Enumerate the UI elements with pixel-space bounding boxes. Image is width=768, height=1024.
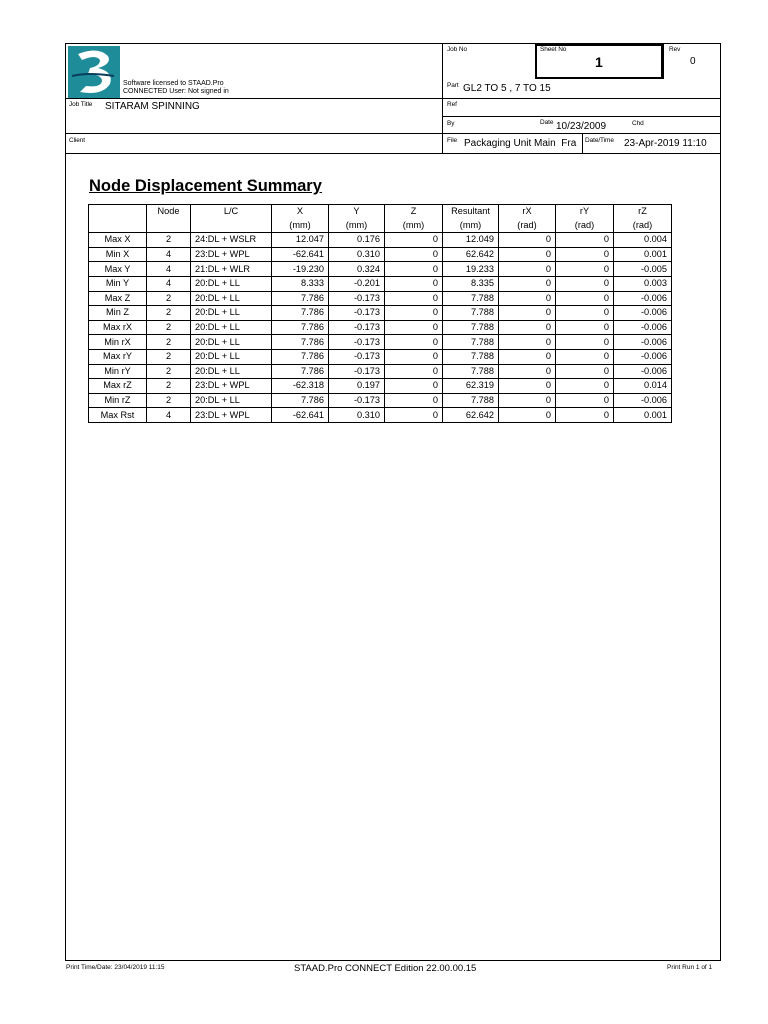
header-cell: rZ [614,205,672,219]
table-cell: 0 [556,320,614,335]
table-cell: 0.001 [614,247,672,262]
table-cell: 0 [499,349,556,364]
unit-cell [89,219,147,233]
license-line-1: Software licensed to STAAD.Pro [123,80,224,87]
table-cell: 4 [147,276,191,291]
table-header-row [89,205,672,219]
table-cell: Max rY [89,349,147,364]
table-cell: 2 [147,349,191,364]
table-body [89,233,672,423]
datetime-label: Date/Time [585,137,614,144]
header-cell: Y [329,205,385,219]
table-cell: 8.333 [272,276,329,291]
table-cell: 4 [147,408,191,423]
job-title-value: SITARAM SPINNING [105,101,200,112]
table-cell: 0 [556,306,614,321]
table-cell: 0 [499,379,556,394]
table-cell: 2 [147,364,191,379]
license-line-2: CONNECTED User: Not signed in [123,88,229,95]
table-cell: Max Rst [89,408,147,423]
job-no-label: Job No [447,46,467,53]
table-cell: -0.006 [614,364,672,379]
table-cell: 0.310 [329,247,385,262]
table-cell: 23:DL + WPL [191,379,272,394]
header-line-part [442,98,721,99]
table-cell: 0 [499,247,556,262]
header-cell: rY [556,205,614,219]
table-cell: 0 [556,335,614,350]
header-cell: L/C [191,205,272,219]
table-cell: 0 [385,393,443,408]
table-cell: 20:DL + LL [191,320,272,335]
table-row [89,276,672,291]
table-cell: 7.788 [443,320,499,335]
report-sheet [65,43,721,961]
table-cell: 0 [385,233,443,248]
table-cell: 7.786 [272,306,329,321]
file-value: Packaging Unit Main Fra [464,138,577,149]
table-cell: Min Z [89,306,147,321]
table-cell: Max rX [89,320,147,335]
table-cell: 0 [556,393,614,408]
unit-cell: (mm) [385,219,443,233]
table-cell: 0 [385,364,443,379]
table-cell: 7.788 [443,335,499,350]
header-line-title [66,98,442,99]
header-cell: Z [385,205,443,219]
table-cell: 7.786 [272,291,329,306]
table-cell: 2 [147,393,191,408]
table-cell: -0.173 [329,306,385,321]
client-label: Client [69,137,86,144]
table-cell: 7.788 [443,291,499,306]
table-cell: 4 [147,247,191,262]
table-cell: 7.788 [443,306,499,321]
table-cell: 2 [147,379,191,394]
table-row [89,262,672,277]
section-title: Node Displacement Summary [89,177,322,195]
footer-edition: STAAD.Pro CONNECT Edition 22.00.00.15 [294,963,477,974]
table-cell: 0 [556,247,614,262]
table-cell: 7.786 [272,349,329,364]
table-row [89,349,672,364]
table-cell: 0 [385,335,443,350]
table-cell: -0.173 [329,320,385,335]
part-value: GL2 TO 5 , 7 TO 15 [463,83,551,94]
header-cell: Node [147,205,191,219]
table-cell: 62.642 [443,247,499,262]
table-cell: -0.006 [614,306,672,321]
table-cell: 12.049 [443,233,499,248]
table-cell: -0.006 [614,291,672,306]
table-cell: -0.006 [614,393,672,408]
table-cell: 0 [556,233,614,248]
unit-cell: (mm) [329,219,385,233]
table-cell: 0 [556,379,614,394]
table-cell: Min Y [89,276,147,291]
table-row [89,320,672,335]
table-cell: 0 [556,349,614,364]
table-cell: Min rZ [89,393,147,408]
header-line-by [66,133,721,134]
table-cell: 0 [499,364,556,379]
table-row [89,233,672,248]
table-cell: Max rZ [89,379,147,394]
table-cell: 0 [556,262,614,277]
table-cell: 0 [385,291,443,306]
unit-cell [147,219,191,233]
table-cell: Min rX [89,335,147,350]
table-cell: -0.173 [329,393,385,408]
table-cell: 20:DL + LL [191,393,272,408]
header-cell: X [272,205,329,219]
table-cell: 0.324 [329,262,385,277]
footer-print-run: Print Run 1 of 1 [667,964,713,971]
table-cell: 0 [385,349,443,364]
datetime-value: 23-Apr-2019 11:10 [624,138,707,149]
sheet-no-value: 1 [595,54,603,70]
table-cell: 0.001 [614,408,672,423]
table-cell: -62.641 [272,408,329,423]
header-line-ref [442,116,721,117]
divider-datetime [582,133,583,153]
table-cell: 0 [556,276,614,291]
table-cell: 7.786 [272,335,329,350]
table-row [89,379,672,394]
table-cell: 0 [499,393,556,408]
table-cell: 0 [385,276,443,291]
table-cell: 2 [147,233,191,248]
table-cell: 12.047 [272,233,329,248]
table-cell: 20:DL + LL [191,364,272,379]
rev-label: Rev [669,46,681,53]
table-cell: Min X [89,247,147,262]
table-cell: -0.201 [329,276,385,291]
table-row [89,291,672,306]
table-units-row [89,219,672,233]
table-cell: 23:DL + WPL [191,247,272,262]
table-cell: -0.173 [329,291,385,306]
header-cell: Resultant [443,205,499,219]
table-cell: 0 [385,262,443,277]
table-cell: 0 [385,247,443,262]
table-cell: 7.788 [443,364,499,379]
table-cell: Max Z [89,291,147,306]
table-cell: 8.335 [443,276,499,291]
table-cell: Max X [89,233,147,248]
by-label: By [447,120,455,127]
table-cell: -0.173 [329,349,385,364]
table-cell: 0 [499,306,556,321]
part-label: Part [447,82,459,89]
table-cell: 7.786 [272,320,329,335]
table-cell: 0.310 [329,408,385,423]
table-cell: 20:DL + LL [191,276,272,291]
node-displacement-table [88,204,672,423]
table-cell: 0 [385,320,443,335]
table-cell: 0 [499,320,556,335]
table-cell: 0 [499,335,556,350]
table-row [89,393,672,408]
header-cell: rX [499,205,556,219]
table-row [89,247,672,262]
table-cell: 20:DL + LL [191,291,272,306]
table-cell: Max Y [89,262,147,277]
table-cell: 21:DL + WLR [191,262,272,277]
table-cell: 2 [147,320,191,335]
table-cell: 24:DL + WSLR [191,233,272,248]
table-cell: 0 [385,408,443,423]
table-cell: 7.788 [443,349,499,364]
table-cell: 0 [556,291,614,306]
table-cell: 23:DL + WPL [191,408,272,423]
date-label: Date [540,119,554,126]
table-cell: 0 [499,262,556,277]
table-cell: 4 [147,262,191,277]
table-cell: 62.319 [443,379,499,394]
unit-cell: (rad) [499,219,556,233]
table-cell: -0.006 [614,335,672,350]
table-cell: Min rY [89,364,147,379]
license-text [123,80,229,96]
unit-cell: (mm) [272,219,329,233]
table-cell: 7.786 [272,364,329,379]
header-line-bottom [66,153,721,154]
unit-cell [191,219,272,233]
table-cell: 0 [499,233,556,248]
table-cell: -0.006 [614,320,672,335]
table-cell: 0 [556,408,614,423]
table-row [89,364,672,379]
header-cell [89,205,147,219]
table-cell: 0 [556,364,614,379]
table-cell: 7.788 [443,393,499,408]
file-label: File [447,137,458,144]
table-cell: -0.006 [614,349,672,364]
table-cell: -62.318 [272,379,329,394]
job-title-label: Job Title [69,101,93,108]
rev-value: 0 [690,56,696,67]
table-cell: 20:DL + LL [191,349,272,364]
table-cell: 0 [385,306,443,321]
table-cell: -19.230 [272,262,329,277]
table-cell: 0.176 [329,233,385,248]
table-cell: 0.004 [614,233,672,248]
table-cell: 2 [147,291,191,306]
table-row [89,408,672,423]
table-cell: 20:DL + LL [191,306,272,321]
table-cell: 0 [499,408,556,423]
table-cell: 19.233 [443,262,499,277]
table-row [89,306,672,321]
unit-cell: (rad) [614,219,672,233]
table-cell: -0.005 [614,262,672,277]
chd-label: Chd [632,120,644,127]
table-cell: 0.197 [329,379,385,394]
table-cell: 0 [499,276,556,291]
unit-cell: (rad) [556,219,614,233]
footer-print-time: Print Time/Date: 23/04/2019 11:15 [66,964,165,971]
table-cell: 0 [385,379,443,394]
table-cell: -0.173 [329,335,385,350]
table-cell: 0.014 [614,379,672,394]
sheet-no-label: Sheet No [540,46,567,53]
divider-rev [663,44,664,79]
table-row [89,335,672,350]
table-cell: -0.173 [329,364,385,379]
table-cell: 20:DL + LL [191,335,272,350]
table-cell: 0.003 [614,276,672,291]
table-cell: 7.786 [272,393,329,408]
table-cell: -62.641 [272,247,329,262]
table-cell: 0 [499,291,556,306]
table-cell: 2 [147,306,191,321]
date-value: 10/23/2009 [556,121,607,132]
staad-logo-icon [68,46,120,98]
ref-label: Ref [447,101,457,108]
table-cell: 2 [147,335,191,350]
table-cell: 62.642 [443,408,499,423]
unit-cell: (mm) [443,219,499,233]
